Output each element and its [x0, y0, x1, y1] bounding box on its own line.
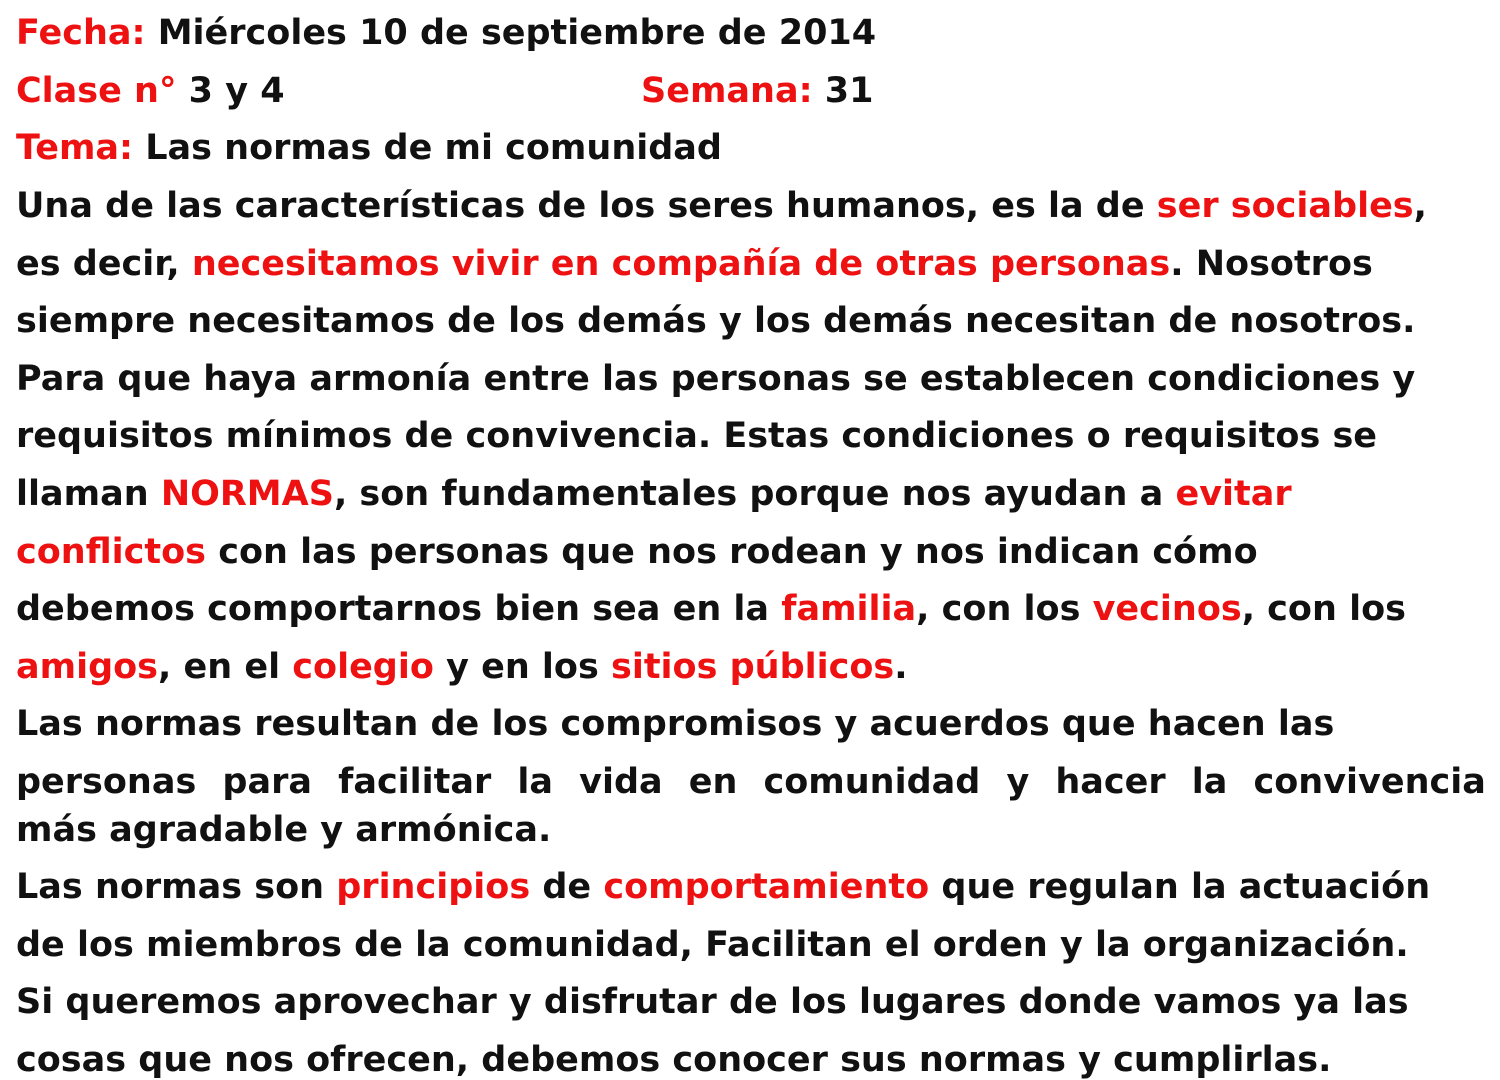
word: vida	[579, 762, 663, 802]
paragraph1-line4	[16, 359, 1415, 399]
text-segment: cosas que nos ofrecen, debemos conocer sus normas y cumplirlas.	[16, 1040, 1332, 1080]
text-segment: . Nosotros	[1170, 244, 1373, 284]
highlight-segment: vecinos	[1092, 589, 1242, 629]
word: la	[1191, 762, 1228, 802]
paragraph3-line2	[16, 925, 1409, 965]
text-segment: , en el	[158, 647, 293, 687]
paragraph1-line8	[16, 589, 1406, 629]
paragraph1-line2	[16, 244, 1373, 284]
highlight-segment: sitios públicos	[611, 647, 895, 687]
text-segment: que regulan la actuación	[929, 867, 1431, 907]
paragraph2-line2	[16, 762, 1486, 802]
highlight-segment: ser sociables	[1156, 186, 1414, 226]
word: y	[1006, 762, 1030, 802]
week-line	[641, 71, 873, 111]
text-segment: Si queremos aprovechar y disfrutar de los lugares donde vamos ya las	[16, 982, 1409, 1022]
text-segment: , son fundamentales porque nos ayudan a	[333, 474, 1176, 514]
topic-value: Las normas de mi comunidad	[133, 128, 722, 168]
paragraph2-line3	[16, 810, 551, 850]
word: para	[222, 762, 312, 802]
word: convivencia	[1253, 762, 1486, 802]
class-label: Clase n°	[16, 71, 177, 111]
highlight-segment: necesitamos vivir en compañía de otras personas	[191, 244, 1171, 284]
text-segment: de	[530, 867, 604, 907]
date-line	[16, 13, 876, 53]
text-segment: .	[894, 647, 908, 687]
text-segment: ,	[1413, 186, 1427, 226]
paragraph1-line7	[16, 532, 1258, 572]
text-segment: y en los	[433, 647, 611, 687]
topic-label: Tema:	[16, 128, 134, 168]
paragraph1-line6	[16, 474, 1292, 514]
text-segment: Las normas resultan de los compromisos y acuerdos que hacen las	[16, 704, 1335, 744]
highlight-segment: NORMAS	[160, 474, 334, 514]
paragraph2-line1	[16, 704, 1334, 744]
paragraph1-line9	[16, 647, 908, 687]
highlight-segment: colegio	[292, 647, 434, 687]
text-segment: requisitos mínimos de convivencia. Estas condiciones o requisitos se	[16, 416, 1378, 456]
word: facilitar	[338, 762, 492, 802]
highlight-segment: evitar	[1175, 474, 1292, 514]
class-line	[16, 71, 285, 111]
paragraph3-line1	[16, 867, 1430, 907]
paragraph1-line5	[16, 416, 1377, 456]
text-segment: con las personas que nos rodean y nos indican cómo	[206, 532, 1258, 572]
class-value: 3 y 4	[176, 71, 285, 111]
text-segment: es decir,	[16, 244, 192, 284]
text-segment: debemos comportarnos bien sea en la	[16, 589, 782, 629]
paragraph1-line3	[16, 301, 1415, 341]
highlight-segment: amigos	[16, 647, 159, 687]
word: hacer	[1055, 762, 1166, 802]
text-segment: siempre necesitamos de los demás y los demás necesitan de nosotros.	[16, 301, 1416, 341]
text-segment: , con los	[1241, 589, 1406, 629]
date-label: Fecha:	[16, 13, 146, 53]
word: la	[517, 762, 554, 802]
week-value: 31	[812, 71, 874, 111]
text-segment: Para que haya armonía entre las personas se establecen condiciones y	[16, 359, 1416, 399]
word: personas	[16, 762, 197, 802]
highlight-segment: familia	[781, 589, 917, 629]
text-segment: , con los	[916, 589, 1093, 629]
paragraph1-line1	[16, 186, 1427, 226]
topic-line	[16, 128, 722, 168]
highlight-segment: principios	[336, 867, 531, 907]
word: en	[688, 762, 738, 802]
text-segment: Una de las características de los seres humanos, es la de	[16, 186, 1157, 226]
text-segment: de los miembros de la comunidad, Facilitan el orden y la organización.	[16, 925, 1409, 965]
paragraph3-line3	[16, 982, 1409, 1022]
text-segment: Las normas son	[16, 867, 337, 907]
highlight-segment: conflictos	[16, 532, 207, 572]
text-segment: más agradable y armónica.	[16, 810, 552, 850]
week-label: Semana:	[641, 71, 813, 111]
highlight-segment: comportamiento	[603, 867, 930, 907]
paragraph3-line4	[16, 1040, 1331, 1080]
date-value: Miércoles 10 de septiembre de 2014	[145, 13, 877, 53]
text-segment: llaman	[16, 474, 161, 514]
word: comunidad	[763, 762, 981, 802]
